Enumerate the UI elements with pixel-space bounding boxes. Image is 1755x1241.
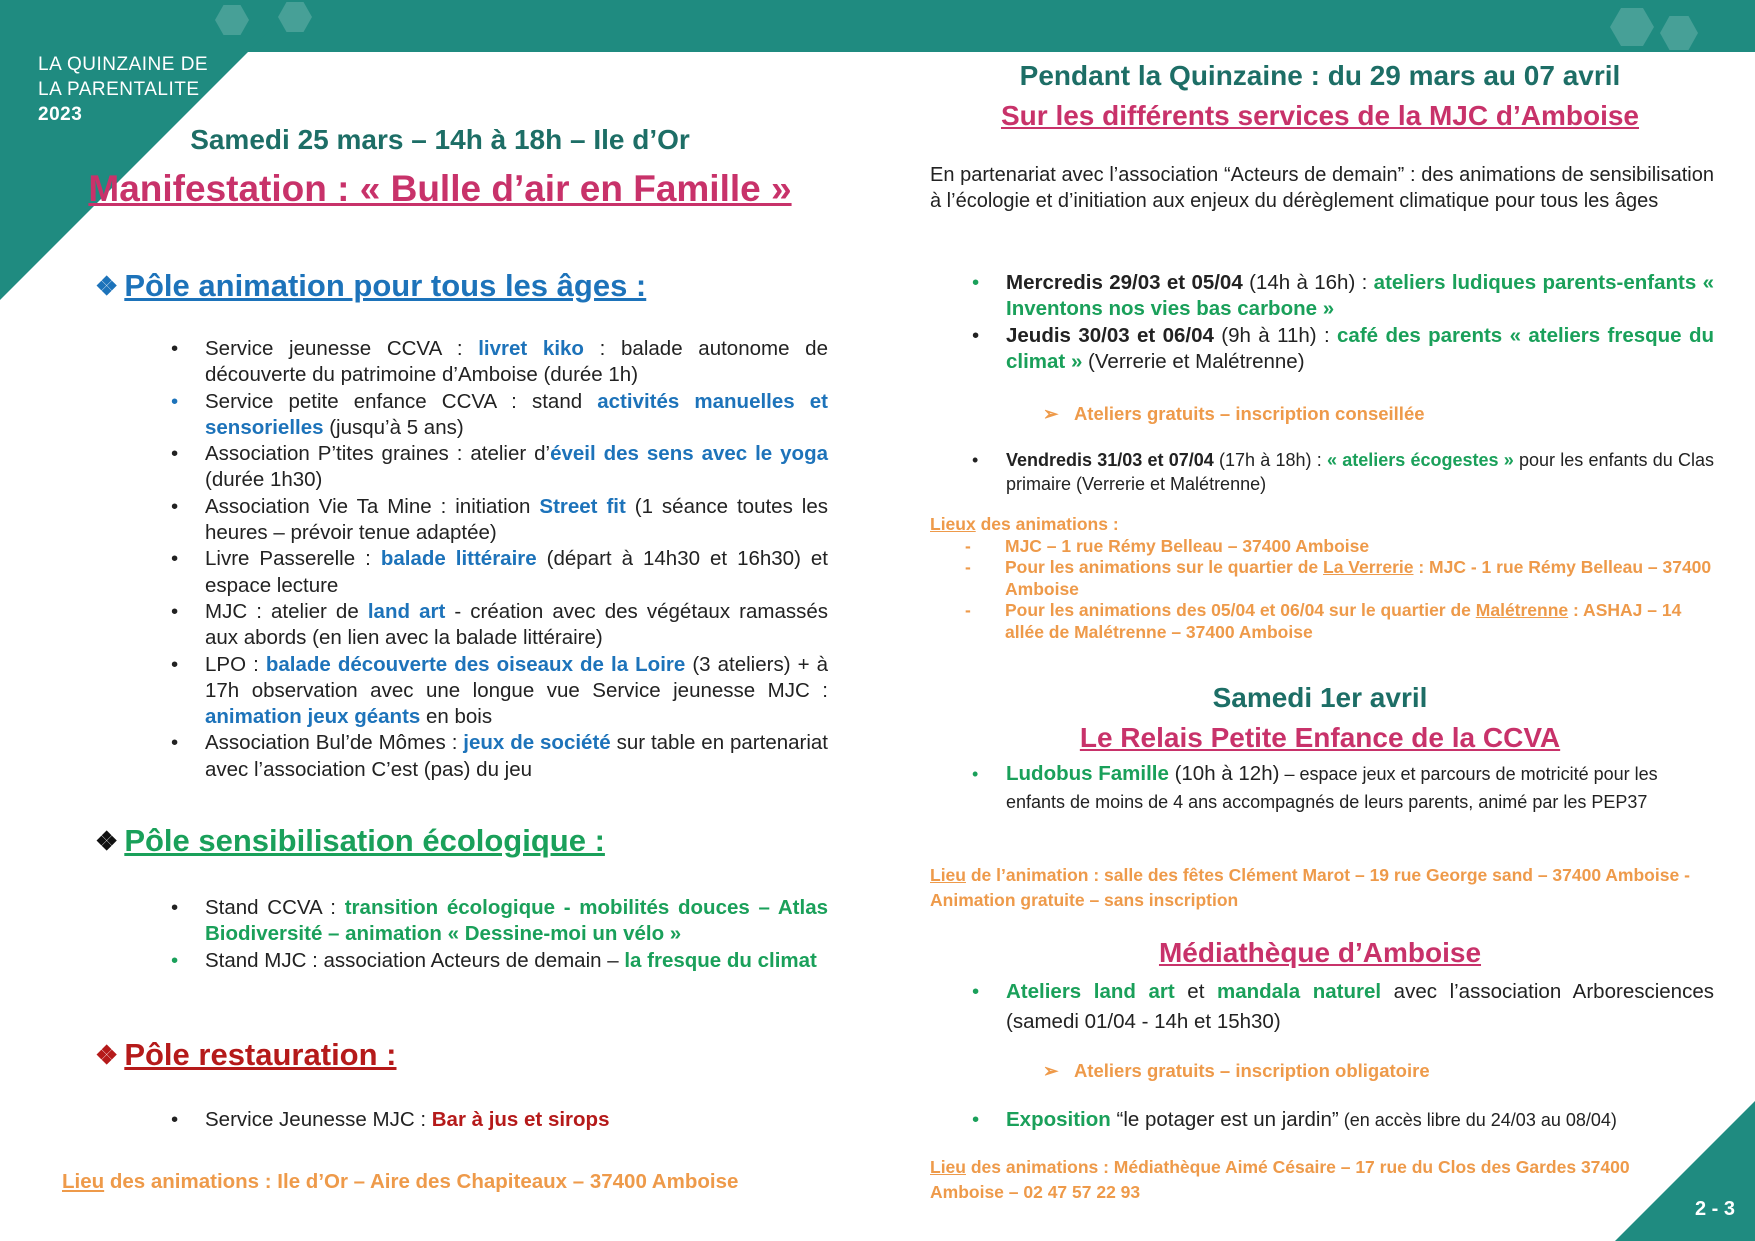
diamond-bullet-icon: ❖ [95, 825, 119, 856]
list-item: • Mercredis 29/03 et 05/04 (14h à 16h) : ateliers ludiques parents-enfants « Inventons nos vies bas carbone » [972, 271, 1714, 321]
list-item: • Ateliers land art et mandala naturel avec l’association Arboresciences (samedi 01/04 - 14h et 15h30) [972, 980, 1714, 1033]
list-item: • Vendredis 31/03 et 07/04 (17h à 18h) : « ateliers écogestes » pour les enfants du Clas primaire (Verrerie et Malétrenne) [972, 450, 1714, 494]
mjc-list-2 [972, 448, 1714, 496]
list-item: • Stand MJC : association Acteurs de demain – la fresque du climat [171, 948, 817, 972]
brand-line-2: LA PARENTALITE [38, 79, 200, 100]
mjc-locations: Lieux des animations : - MJC – 1 rue Rémy Belleau – 37400 Amboise - Pour les animations sur le quartier de La Verrerie : MJC - 1 rue Rémy Belleau – 37400 Amboise - Pour les animations des 05/04 et 06/04 sur le quartier de Malétrenne : ASHAJ – 14 allée de Malétrenne – 37400 Amboise [930, 514, 1712, 642]
list-item: • Association Vie Ta Mine : initiation Street fit (1 séance toutes les heures – prévoir tenue adaptée) [171, 494, 828, 545]
pole-eco-list [171, 895, 828, 974]
mediatheque-note: ➢ Ateliers gratuits – inscription obligatoire [1043, 1060, 1430, 1081]
pole-resto-heading [95, 1037, 397, 1073]
saturday-heading: Samedi 1er avril [1212, 682, 1428, 713]
mediatheque-location: Lieu des animations : Médiathèque Aimé Césaire – 17 rue du Clos des Gardes 37400 Amboise – 02 47 57 22 93 [930, 1157, 1630, 1202]
arrow-bullet-icon: ➢ [1043, 403, 1059, 424]
list-item: • Exposition “le potager est un jardin” (en accès libre du 24/03 au 08/04) [972, 1108, 1617, 1131]
list-item: • MJC : atelier de land art - création avec des végétaux ramassés aux abords (en lien avec la balade littéraire) [171, 599, 829, 650]
list-item: • Service petite enfance CCVA : stand activités manuelles et sensorielles (jusqu’à 5 ans) [171, 389, 829, 439]
list-item: • Stand CCVA : transition écologique - mobilités douces – Atlas Biodiversité – animation « Dessine-moi un vélo » [171, 896, 828, 946]
list-item: • Association Bul’de Mômes : jeux de société sur table en partenariat avec l’association C’est (pas) du jeu [171, 731, 828, 781]
pole-eco-heading [95, 823, 605, 859]
rpe-list [972, 760, 1714, 816]
list-item: • Service jeunesse CCVA : livret kiko : balade autonome de découverte du patrimoine d’Amboise (durée 1h) [171, 337, 828, 387]
left-date-line: Samedi 25 mars – 14h à 18h – Ile d’Or [190, 124, 690, 155]
list-item: • Livre Passerelle : balade littéraire (départ à 14h30 et 16h30) et espace lecture [171, 547, 829, 597]
pole-resto-list [171, 1107, 828, 1133]
mediatheque-list-2 [972, 1105, 1714, 1135]
arrow-bullet-icon: ➢ [1043, 1060, 1059, 1081]
pole-resto-title: Pôle restauration : [124, 1037, 397, 1072]
list-item: • Service Jeunesse MJC : Bar à jus et sirops [171, 1108, 610, 1131]
pole-animation-list [171, 336, 829, 783]
mjc-note: ➢ Ateliers gratuits – inscription conseillée [1043, 403, 1425, 424]
left-location: Lieu des animations : Ile d’Or – Aire des Chapiteaux – 37400 Amboise [62, 1170, 739, 1193]
pole-eco-title: Pôle sensibilisation écologique : [124, 823, 605, 858]
period-heading: Pendant la Quinzaine : du 29 mars au 07 avril [1019, 60, 1621, 91]
event-brand [38, 52, 268, 127]
pole-animation-title: Pôle animation pour tous les âges : [124, 268, 647, 303]
diamond-bullet-icon: ❖ [95, 1039, 119, 1070]
list-item: • Ludobus Famille (10h à 12h) – espace jeux et parcours de motricité pour les enfants de moins de 4 ans accompagnés de leurs parents, animé par les PEP37 [972, 762, 1658, 812]
list-item: • Association P’tites graines : atelier d’éveil des sens avec le yoga (durée 1h30) [171, 442, 828, 492]
mjc-title: Sur les différents services de la MJC d’Amboise [1000, 100, 1639, 131]
pole-animation-heading [95, 268, 646, 304]
mjc-list [972, 270, 1714, 375]
rpe-location: Lieu de l’animation : salle des fêtes Clément Marot – 19 rue George sand – 37400 Amboise - Animation gratuite – sans inscription [930, 865, 1690, 910]
brand-line-1: LA QUINZAINE DE [38, 54, 209, 75]
mjc-intro: En partenariat avec l’association “Acteurs de demain” : des animations de sensibilisation à l’écologie et d’initiation aux enjeux du dérèglement climatique pour tous les âges [930, 164, 1714, 212]
list-item: • LPO : balade découverte des oiseaux de la Loire (3 ateliers) + à 17h observation avec une longue vue Service jeunesse MJC : animation jeux géants en bois [171, 652, 829, 729]
brand-year: 2023 [38, 104, 83, 125]
mediatheque-title: Médiathèque d’Amboise [1158, 937, 1482, 968]
left-main-title: Manifestation : « Bulle d’air en Famille » [88, 168, 792, 209]
mediatheque-list [972, 977, 1714, 1037]
page-number: 2 - 3 [1694, 1198, 1735, 1220]
rpe-title: Le Relais Petite Enfance de la CCVA [1079, 722, 1561, 753]
list-item: • Jeudis 30/03 et 06/04 (9h à 11h) : café des parents « ateliers fresque du climat » (Verrerie et Malétrenne) [972, 323, 1714, 373]
diamond-bullet-icon: ❖ [95, 270, 119, 301]
